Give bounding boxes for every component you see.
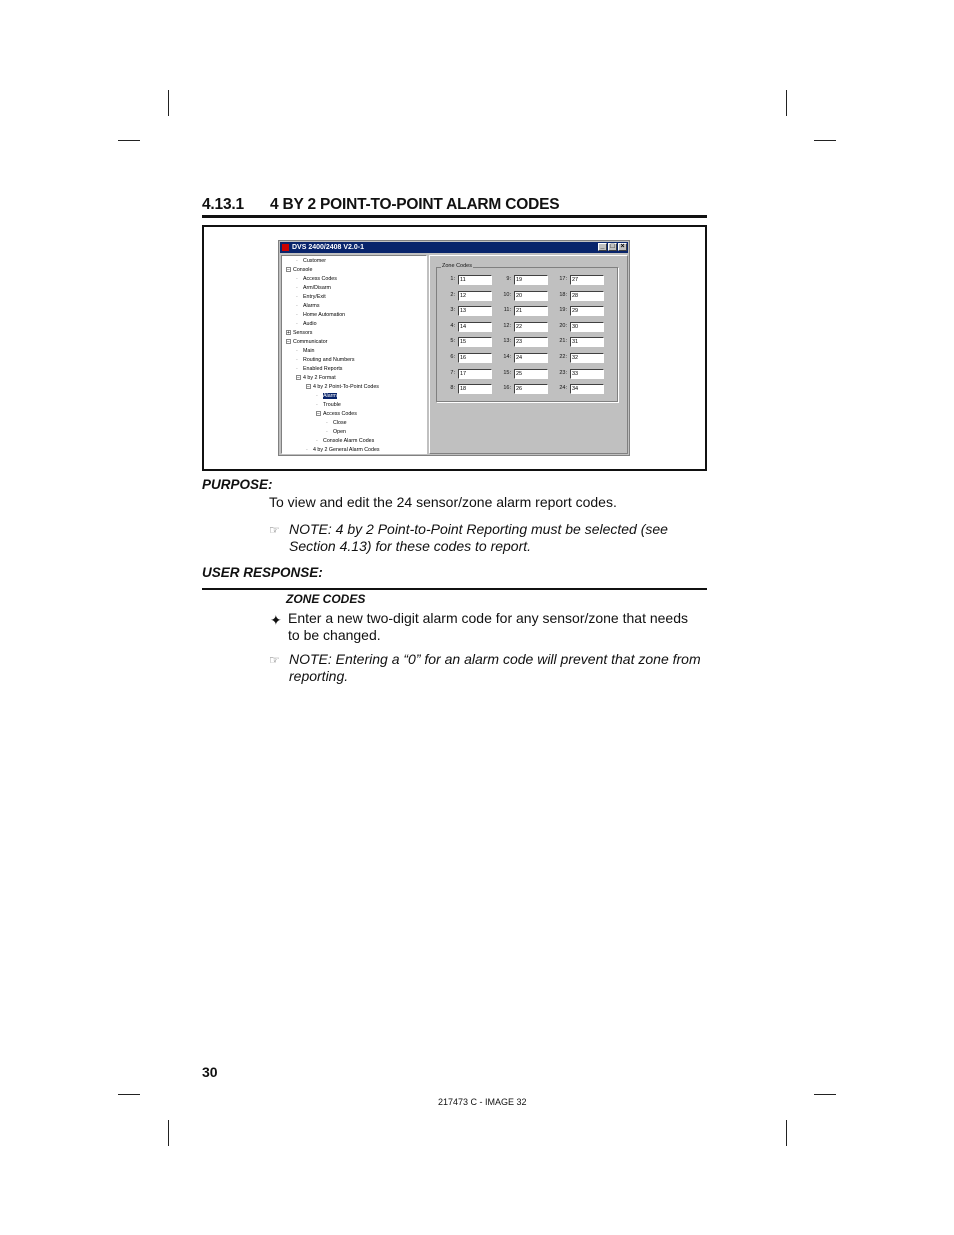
tree-item-label: Entry/Exit <box>303 294 326 300</box>
tree-item-label: Customer <box>303 258 326 264</box>
user-response-line: Enter a new two-digit alarm code for any sensor/zone that needs <box>288 610 688 626</box>
tree-item-label: 4 by 2 Format <box>303 375 336 381</box>
zone-code-cell <box>441 291 497 301</box>
tree-connector: - <box>296 348 298 354</box>
zone-label: 22: <box>559 354 567 360</box>
maximize-button[interactable]: □ <box>608 243 617 251</box>
zone-code-cell <box>441 275 497 285</box>
close-button[interactable]: × <box>618 243 627 251</box>
tree-item[interactable] <box>316 402 341 409</box>
zone-code-cell <box>441 306 497 316</box>
zone-code-cell <box>441 369 497 379</box>
zone-code-input[interactable] <box>514 384 548 394</box>
tree-item[interactable] <box>296 276 337 283</box>
zone-code-input[interactable] <box>570 322 604 332</box>
zone-code-input[interactable] <box>514 291 548 301</box>
zone-label: 17: <box>559 276 567 282</box>
tree-item[interactable] <box>326 420 347 427</box>
tree-expander-icon[interactable]: − <box>297 375 300 381</box>
tree-item-label: Home Automation <box>303 312 346 318</box>
zone-label: 14: <box>503 354 511 360</box>
bullet-icon: ✦ <box>270 612 282 628</box>
tree-item[interactable] <box>296 285 331 292</box>
zone-label: 9: <box>506 276 511 282</box>
zone-label: 4: <box>450 322 455 329</box>
zone-code-input[interactable] <box>514 353 548 363</box>
tree-item-label: 4 by 2 General Alarm Codes <box>313 447 380 453</box>
zone-code-input[interactable] <box>458 369 492 379</box>
window-titlebar[interactable] <box>280 242 628 253</box>
zone-code-input[interactable] <box>514 275 548 285</box>
zone-code-input[interactable] <box>458 353 492 363</box>
tree-item[interactable] <box>316 438 374 445</box>
divider <box>202 588 707 590</box>
tree-item[interactable] <box>296 357 355 364</box>
tree-item-label: Enabled Reports <box>303 366 343 372</box>
crop-mark <box>814 1094 836 1095</box>
tree-item-label: Audio <box>303 321 317 327</box>
zone-code-input[interactable] <box>458 384 492 394</box>
purpose-text: To view and edit the 24 sensor/zone alarm report codes. <box>269 494 617 510</box>
zone-label: 15: <box>503 369 511 376</box>
section-number: 4.13.1 <box>202 196 244 213</box>
crop-mark <box>168 1120 169 1146</box>
tree-item-label: Communicator <box>293 339 328 345</box>
tree-connector: - <box>296 276 298 282</box>
tree-item-label: Console <box>293 267 313 273</box>
navigation-tree[interactable] <box>281 255 427 454</box>
tree-connector: - <box>296 258 298 264</box>
zone-code-cell <box>553 337 609 347</box>
zone-label: 7: <box>450 369 455 376</box>
tree-item-label: Console Alarm Codes <box>323 438 375 444</box>
zone-code-input[interactable] <box>514 306 548 316</box>
zone-code-cell <box>497 322 553 332</box>
zone-code-cell <box>497 369 553 379</box>
zone-code-input[interactable] <box>458 337 492 347</box>
tree-item-label: Alarm <box>323 393 337 399</box>
tree-connector: - <box>316 438 318 444</box>
zone-code-cell <box>441 322 497 332</box>
zone-code-input[interactable] <box>514 337 548 347</box>
zone-label: 12: <box>503 322 511 329</box>
tree-item[interactable] <box>296 258 326 265</box>
tree-item-label: Access Codes <box>323 411 357 417</box>
zone-code-cell <box>553 369 609 379</box>
crop-mark <box>118 140 140 141</box>
pointing-hand-icon: ☞ <box>269 523 280 537</box>
purpose-note-line: Section 4.13) for these codes to report. <box>289 538 532 554</box>
tree-item-label: Main <box>303 348 315 354</box>
pointing-hand-icon: ☞ <box>269 653 280 667</box>
zone-code-cell <box>497 384 553 394</box>
zone-code-cell <box>553 322 609 332</box>
zone-label: 5: <box>450 338 455 345</box>
zone-code-input[interactable] <box>514 322 548 332</box>
tree-item-label: Trouble <box>323 402 341 408</box>
tree-item-label: Sensors <box>293 330 313 336</box>
zone-code-cell <box>553 384 609 394</box>
zone-codes-panel <box>429 255 628 454</box>
zone-code-cell <box>553 353 609 363</box>
tree-item[interactable] <box>296 303 319 310</box>
tree-connector: - <box>296 303 298 309</box>
tree-item[interactable] <box>286 339 327 346</box>
crop-mark <box>814 140 836 141</box>
zone-code-input[interactable] <box>458 306 492 316</box>
tree-connector: - <box>326 420 328 426</box>
tree-connector: - <box>296 321 298 327</box>
zone-codes-group <box>436 263 618 402</box>
tree-item[interactable] <box>306 447 380 454</box>
tree-item-label: Alarms <box>303 303 320 309</box>
zone-label: 6: <box>450 354 455 360</box>
zone-code-input[interactable] <box>570 384 604 394</box>
zone-code-cell <box>441 384 497 394</box>
tree-item-label: 4 by 2 Point-To-Point Codes <box>313 384 379 390</box>
crop-mark <box>786 1120 787 1146</box>
tree-item[interactable] <box>286 267 312 274</box>
tree-connector: - <box>296 294 298 300</box>
zone-label: 23: <box>559 369 567 376</box>
zone-label: 3: <box>450 307 455 314</box>
tree-expander-icon[interactable]: − <box>317 411 320 417</box>
user-response-note-line: NOTE: Entering a “0” for an alarm code will prevent that zone from <box>289 651 701 667</box>
tree-item[interactable] <box>316 411 357 418</box>
zone-code-input[interactable] <box>514 369 548 379</box>
zone-label: 16: <box>503 385 511 392</box>
tree-connector: - <box>326 429 328 435</box>
zone-label: 21: <box>559 338 567 345</box>
zone-code-cell <box>497 291 553 301</box>
zone-code-cell <box>497 275 553 285</box>
zone-code-cell <box>497 353 553 363</box>
tree-connector: - <box>316 393 318 399</box>
tree-expander-icon[interactable]: − <box>287 339 290 345</box>
page-number: 30 <box>202 1064 218 1080</box>
app-window <box>278 240 630 456</box>
tree-item[interactable] <box>306 384 379 391</box>
zone-code-input[interactable] <box>570 369 604 379</box>
footer-code: 217473 C - IMAGE 32 <box>438 1097 527 1107</box>
zone-codes-heading: ZONE CODES <box>286 592 366 606</box>
tree-expander-icon[interactable]: − <box>287 267 290 273</box>
zone-label: 19: <box>559 307 567 314</box>
user-response-line: to be changed. <box>288 627 381 643</box>
zone-code-input[interactable] <box>570 353 604 363</box>
tree-connector: - <box>296 285 298 291</box>
tree-item[interactable] <box>296 312 345 319</box>
zone-label: 11: <box>503 307 511 314</box>
user-response-note-line: reporting. <box>289 668 349 684</box>
zone-code-cell <box>553 275 609 285</box>
tree-item[interactable] <box>316 393 337 400</box>
tree-connector: - <box>296 357 298 363</box>
user-response-heading: USER RESPONSE: <box>202 565 323 580</box>
tree-item-label: Routing and Numbers <box>303 357 355 363</box>
zone-code-cell <box>497 306 553 316</box>
tree-item[interactable] <box>326 429 346 436</box>
zone-label: 20: <box>559 322 567 329</box>
tree-connector: - <box>316 402 318 408</box>
zone-code-input[interactable] <box>458 275 492 285</box>
window-title: DVS 2400/2408 V2.0-1 <box>292 244 364 251</box>
tree-item-label: Open <box>333 429 346 435</box>
section-title <box>202 195 707 218</box>
zone-label: 10: <box>503 291 511 298</box>
zone-code-cell <box>497 337 553 347</box>
crop-mark <box>168 90 169 116</box>
tree-expander-icon[interactable]: + <box>287 330 290 336</box>
user-response-text <box>288 610 688 644</box>
zone-label: 2: <box>450 291 455 298</box>
purpose-heading: PURPOSE: <box>202 477 273 492</box>
zone-code-input[interactable] <box>570 291 604 301</box>
tree-item[interactable] <box>296 366 342 373</box>
tree-connector: - <box>306 447 308 453</box>
crop-mark <box>786 90 787 116</box>
zone-code-input[interactable] <box>570 337 604 347</box>
tree-item[interactable] <box>296 321 317 328</box>
zone-code-input[interactable] <box>458 322 492 332</box>
user-response-note <box>289 651 701 685</box>
zone-code-cell <box>441 353 497 363</box>
zone-label: 13: <box>503 338 511 345</box>
zone-label: 1: <box>450 276 455 282</box>
app-icon <box>282 244 289 251</box>
zone-code-input[interactable] <box>570 275 604 285</box>
minimize-button[interactable]: _ <box>598 243 607 251</box>
tree-item[interactable] <box>296 348 314 355</box>
zone-code-cell <box>441 337 497 347</box>
purpose-note <box>289 521 668 555</box>
section-heading: 4 BY 2 POINT-TO-POINT ALARM CODES <box>270 196 560 213</box>
tree-expander-icon[interactable]: − <box>307 384 310 390</box>
zone-codes-group-label: Zone Codes <box>442 263 472 269</box>
tree-connector: - <box>296 366 298 372</box>
tree-item[interactable] <box>286 330 312 337</box>
zone-code-input[interactable] <box>570 306 604 316</box>
zone-code-cell <box>553 291 609 301</box>
zone-code-cell <box>553 306 609 316</box>
zone-label: 18: <box>559 291 567 298</box>
tree-item-label: Access Codes <box>303 276 337 282</box>
crop-mark <box>118 1094 140 1095</box>
purpose-note-line: NOTE: 4 by 2 Point-to-Point Reporting must be selected (see <box>289 521 668 537</box>
zone-label: 24: <box>559 385 567 392</box>
zone-code-input[interactable] <box>458 291 492 301</box>
tree-item[interactable] <box>296 294 326 301</box>
zone-label: 8: <box>450 385 455 392</box>
tree-connector: - <box>296 312 298 318</box>
tree-item[interactable] <box>296 375 336 382</box>
tree-item-label: Close <box>333 420 347 426</box>
tree-item-label: Arm/Disarm <box>303 285 331 291</box>
